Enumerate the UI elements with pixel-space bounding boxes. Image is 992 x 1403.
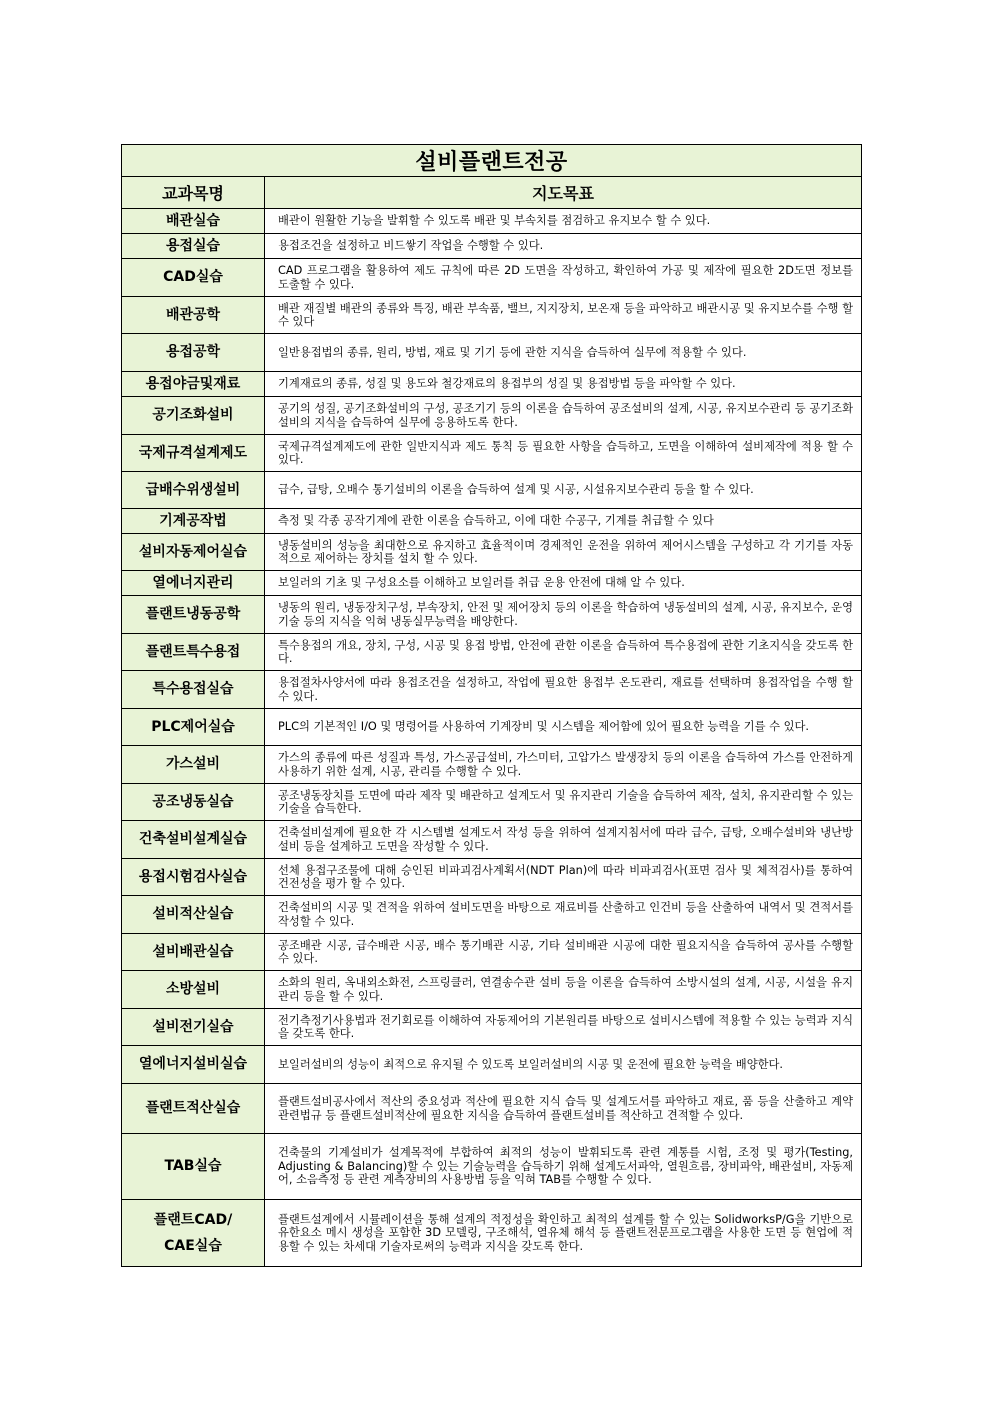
course-name: 설비자동제어실습	[122, 534, 265, 571]
course-goal: 배관이 원활한 기능을 발휘할 수 있도록 배관 및 부속치를 점검하고 유지보수 할 수 있다.	[265, 209, 862, 234]
course-name: 공조냉동실습	[122, 784, 265, 821]
header-course: 교과목명	[122, 177, 265, 209]
course-name: 소방설비	[122, 971, 265, 1009]
course-goal: 건축물의 기계설비가 설계목적에 부합하여 최적의 성능이 발휘되도록 관련 계통를 시험, 조정 및 평가(Testing, Adjusting & Balancing)할 수 있는 기술능력을 습득하기 위해 설계도서파악, 열원흐름, 장비파악, 배관설비, 자동제어, 소음측정 등 관련 계측장비의 사용방법 등을 익혀 TAB를 수행할 수 있다.	[265, 1134, 862, 1200]
course-goal: 용접절차사양서에 따라 용접조건을 설정하고, 작업에 필요한 용접부 온도관리, 재료를 선택하며 용접작업을 수행 할 수 있다.	[265, 671, 862, 709]
table-row	[122, 896, 862, 934]
table-row	[122, 397, 862, 435]
course-goal: 급수, 급탕, 오배수 통기설비의 이론을 습득하여 설계 및 시공, 시설유지보수관리 등을 할 수 있다.	[265, 472, 862, 509]
course-goal: 공기의 성질, 공기조화설비의 구성, 공조기기 등의 이론을 습득하여 공조설비의 설계, 시공, 유지보수관리 등 공기조화설비의 지식을 습득하여 실무에 응용하도록 한다.	[265, 397, 862, 435]
course-goal: 냉동의 원리, 냉동장치구성, 부속장치, 안전 및 제어장치 등의 이론을 학습하여 냉동설비의 설계, 시공, 유지보수, 운영 기술 등의 지식을 익혀 냉동실무능력을 배양한다.	[265, 596, 862, 634]
course-goal: 일반용접법의 종류, 원리, 방법, 재료 및 기기 등에 관한 지식을 습득하여 실무에 적용할 수 있다.	[265, 334, 862, 372]
table-row	[122, 571, 862, 596]
course-name: 플랜트냉동공학	[122, 596, 265, 634]
table-title: 설비플랜트전공	[122, 145, 862, 177]
table-row	[122, 859, 862, 896]
course-goal: 플랜트설계에서 시뮬레이션을 통해 설계의 적정성을 확인하고 최적의 설계를 할 수 있는 SolidworksP/G을 기반으로 유한요소 메시 생성을 포함한 3D 모델링, 구조해석, 열유체 해석 등 플랜트전문프로그램을 사용한 도면 등 현업에 적용할 수 있는 차세대 기술자로써의 능력과 지식을 갖도록 한다.	[265, 1200, 862, 1267]
course-goal: 국제규격설계제도에 관한 일반지식과 제도 통칙 등 필요한 사항을 습득하고, 도면을 이해하여 설비제작에 적용 할 수 있다.	[265, 435, 862, 472]
course-goal: 용접조건을 설정하고 비드쌓기 작업을 수행할 수 있다.	[265, 234, 862, 259]
table-row	[122, 1084, 862, 1134]
table-row	[122, 297, 862, 334]
course-goal: 공조배관 시공, 급수배관 시공, 배수 통기배관 시공, 기타 설비배관 시공에 대한 필요지식을 습득하여 공사를 수행할 수 있다.	[265, 934, 862, 971]
table-row	[122, 259, 862, 297]
course-name: CAD실습	[122, 259, 265, 297]
table-row	[122, 1134, 862, 1200]
table-row	[122, 472, 862, 509]
course-name: 가스설비	[122, 746, 265, 784]
course-goal: 보일러설비의 성능이 최적으로 유지될 수 있도록 보일러설비의 시공 및 운전에 필요한 능력을 배양한다.	[265, 1046, 862, 1084]
table-row	[122, 821, 862, 859]
course-name: 기계공작법	[122, 509, 265, 534]
table-row	[122, 634, 862, 671]
course-name: 용접시험검사실습	[122, 859, 265, 896]
title-row	[122, 145, 862, 177]
table-row	[122, 234, 862, 259]
course-goal: 배관 재질별 배관의 종류와 특징, 배관 부속품, 밸브, 지지장치, 보온재 등을 파악하고 배관시공 및 유지보수를 수행 할 수 있다	[265, 297, 862, 334]
course-goal: 건축설비설계에 필요한 각 시스템별 설계도서 작성 등을 위하여 설계지침서에 따라 급수, 급탕, 오배수설비와 냉난방설비 등을 설계하고 도면을 작성할 수 있다.	[265, 821, 862, 859]
table-row	[122, 509, 862, 534]
course-name: 국제규격설계제도	[122, 435, 265, 472]
course-name: 플랜트CAD/ CAE실습	[122, 1200, 265, 1267]
table-row	[122, 209, 862, 234]
course-name: 플랜트특수용접	[122, 634, 265, 671]
table-row	[122, 1046, 862, 1084]
table-row	[122, 971, 862, 1009]
table-row	[122, 334, 862, 372]
table-row	[122, 671, 862, 709]
table-row	[122, 372, 862, 397]
table-row	[122, 934, 862, 971]
course-name: 배관실습	[122, 209, 265, 234]
header-row	[122, 177, 862, 209]
course-name: 설비배관실습	[122, 934, 265, 971]
curriculum-table	[121, 144, 862, 1267]
table-row	[122, 784, 862, 821]
course-goal: 가스의 종류에 따른 성질과 특성, 가스공급설비, 가스미터, 고압가스 발생장치 등의 이론을 습득하여 가스를 안전하게 사용하기 위한 설계, 시공, 관리를 수행할 수 있다.	[265, 746, 862, 784]
course-goal: 냉동설비의 성능을 최대한으로 유지하고 효율적이며 경제적인 운전을 위하여 제어시스템을 구성하고 각 기기를 자동적으로 제어하는 장치를 설치 할 수 있다.	[265, 534, 862, 571]
course-name: 건축설비설계실습	[122, 821, 265, 859]
course-name: 설비적산실습	[122, 896, 265, 934]
course-name: 열에너지설비실습	[122, 1046, 265, 1084]
table-row	[122, 746, 862, 784]
course-goal: PLC의 기본적인 I/O 및 명령어를 사용하여 기계장비 및 시스템을 제어함에 있어 필요한 능력을 기를 수 있다.	[265, 709, 862, 746]
course-goal: 건축설비의 시공 및 견적을 위하여 설비도면을 바탕으로 재료비를 산출하고 인건비 등을 산출하여 내역서 및 견적서를 작성할 수 있다.	[265, 896, 862, 934]
course-name: 배관공학	[122, 297, 265, 334]
table-row	[122, 435, 862, 472]
course-goal: 선체 용접구조물에 대해 승인된 비파괴검사계획서(NDT Plan)에 따라 비파괴검사(표면 검사 및 체적검사)를 통하여 건전성을 평가 할 수 있다.	[265, 859, 862, 896]
course-name: 열에너지관리	[122, 571, 265, 596]
course-name: 특수용접실습	[122, 671, 265, 709]
table-row	[122, 1009, 862, 1046]
table-row	[122, 534, 862, 571]
course-name: 용접야금및재료	[122, 372, 265, 397]
course-goal: 소화의 원리, 옥내외소화전, 스프링클러, 연결송수관 설비 등을 이론을 습득하여 소방시설의 설계, 시공, 시설을 유지관리 등을 할 수 있다.	[265, 971, 862, 1009]
course-goal: 전기측정기사용법과 전기회로를 이해하여 자동제어의 기본원리를 바탕으로 설비시스템에 적용할 수 있는 능력과 지식을 갖도록 한다.	[265, 1009, 862, 1046]
course-name: 설비전기실습	[122, 1009, 265, 1046]
course-goal: 측정 및 각종 공작기계에 관한 이론을 습득하고, 이에 대한 수공구, 기계를 취급할 수 있다	[265, 509, 862, 534]
course-goal: 특수용접의 개요, 장치, 구성, 시공 및 용접 방법, 안전에 관한 이론을 습득하여 특수용접에 관한 기초지식을 갖도록 한다.	[265, 634, 862, 671]
course-name: 용접공학	[122, 334, 265, 372]
course-name: 급배수위생설비	[122, 472, 265, 509]
table-row	[122, 1200, 862, 1267]
course-name: TAB실습	[122, 1134, 265, 1200]
course-goal: 플랜트설비공사에서 적산의 중요성과 적산에 필요한 지식 습득 및 설계도서를 파악하고 재료, 품 등을 산출하고 계약관련법규 등 플랜트설비적산에 필요한 지식을 습득하여 플랜트설비를 적산하고 견적할 수 있다.	[265, 1084, 862, 1134]
course-name: 플랜트적산실습	[122, 1084, 265, 1134]
table-row	[122, 709, 862, 746]
course-goal: 보일러의 기초 및 구성요소를 이해하고 보일러를 취급 운용 안전에 대해 알 수 있다.	[265, 571, 862, 596]
course-name: 공기조화설비	[122, 397, 265, 435]
table-row	[122, 596, 862, 634]
course-name: PLC제어실습	[122, 709, 265, 746]
course-goal: 공조냉동장치를 도면에 따라 제작 및 배관하고 설계도서 및 유지관리 기술을 습득하여 제작, 설치, 유지관리할 수 있는 기술을 습득한다.	[265, 784, 862, 821]
course-goal: 기계재료의 종류, 성질 및 용도와 철강재료의 용접부의 성질 및 용접방법 등을 파악할 수 있다.	[265, 372, 862, 397]
course-name: 용접실습	[122, 234, 265, 259]
header-goal: 지도목표	[265, 177, 862, 209]
course-goal: CAD 프로그램을 활용하여 제도 규칙에 따른 2D 도면을 작성하고, 확인하여 가공 및 제작에 필요한 2D도면 정보를 도출할 수 있다.	[265, 259, 862, 297]
